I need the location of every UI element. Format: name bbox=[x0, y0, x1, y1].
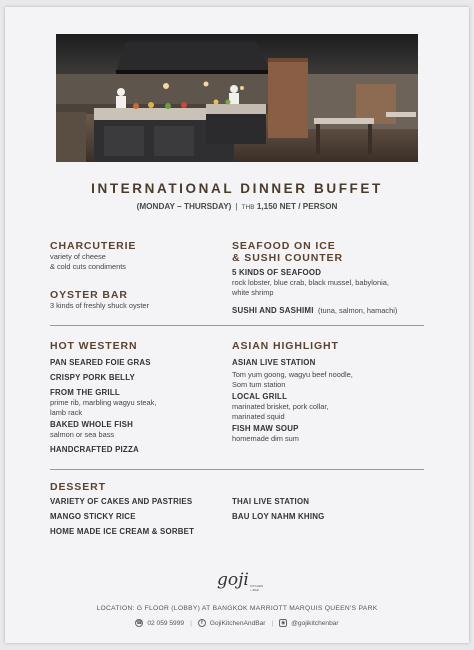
menu-item: THAI LIVE STATION bbox=[232, 497, 310, 506]
section-hot-western bbox=[50, 340, 230, 455]
menu-item: PAN SEARED FOIE GRAS bbox=[50, 358, 151, 367]
currency-label: THB bbox=[241, 204, 255, 211]
menu-item: MANGO STICKY RICE bbox=[50, 512, 136, 521]
location-text: LOCATION: G FLOOR (LOBBY) AT BANGKOK MARRIOTT MARQUIS QUEEN'S PARK bbox=[96, 605, 378, 612]
section-heading: SEAFOOD ON ICE bbox=[232, 240, 336, 252]
instagram-icon: ◉ bbox=[281, 620, 286, 626]
item-description: & cold cuts condiments bbox=[50, 261, 126, 271]
svg-text:KITCHEN: KITCHEN bbox=[250, 584, 263, 588]
menu-page bbox=[5, 7, 469, 643]
section-oyster-bar bbox=[50, 289, 230, 311]
item-description: white shrimp bbox=[232, 287, 274, 297]
facebook-icon: f bbox=[198, 619, 206, 627]
svg-text:+ BAR: + BAR bbox=[250, 588, 259, 592]
price-label: 1,150 NET / PERSON bbox=[256, 202, 338, 211]
menu-item: HOME MADE ICE CREAM & SORBET bbox=[50, 527, 195, 536]
menu-item: BAKED WHOLE FISH bbox=[50, 420, 133, 430]
page-title: INTERNATIONAL DINNER BUFFET bbox=[91, 181, 383, 196]
menu-item: HANDCRAFTED PIZZA bbox=[50, 444, 139, 454]
item-description: Tom yum goong, wagyu beef noodle, bbox=[232, 370, 353, 379]
divider: | bbox=[271, 619, 274, 627]
instagram-handle: @gojikitchenbar bbox=[291, 619, 339, 627]
item-description: 3 kinds of freshly shuck oyster bbox=[50, 301, 149, 310]
item-description: salmon or sea bass bbox=[50, 430, 115, 440]
phone-icon: ☎ bbox=[136, 620, 143, 626]
contact-row bbox=[5, 619, 469, 627]
section-dessert bbox=[50, 481, 230, 537]
menu-item: FISH MAW SOUP bbox=[232, 424, 299, 434]
svg-text:goji: goji bbox=[217, 570, 249, 590]
goji-logo bbox=[213, 565, 263, 595]
item-description: marinated squid bbox=[232, 411, 285, 421]
section-heading: & SUSHI COUNTER bbox=[232, 252, 343, 264]
section-heading: CHARCUTERIE bbox=[50, 240, 137, 252]
divider: | bbox=[235, 202, 238, 211]
section-dessert-right bbox=[232, 497, 432, 522]
menu-item: LOCAL GRILL bbox=[232, 392, 288, 402]
restaurant-photo bbox=[56, 34, 418, 162]
item-description: homemade dim sum bbox=[232, 434, 299, 444]
menu-item: ASIAN LIVE STATION bbox=[232, 358, 316, 367]
item-description: (tuna, salmon, hamachi) bbox=[318, 306, 398, 316]
section-heading: DESSERT bbox=[50, 481, 106, 493]
section-charcuterie bbox=[50, 240, 230, 271]
menu-item: VARIETY OF CAKES AND PASTRIES bbox=[50, 497, 193, 506]
facebook-handle: GojiKitchenAndBar bbox=[209, 619, 266, 627]
item-description: lamb rack bbox=[50, 407, 83, 417]
divider: | bbox=[190, 619, 192, 627]
item-description: variety of cheese bbox=[50, 252, 106, 261]
menu-item-row bbox=[232, 300, 432, 318]
section-seafood bbox=[232, 240, 432, 318]
item-description: rock lobster, blue crab, black mussel, babylonia, bbox=[232, 278, 389, 287]
menu-item: BAU LOY NAHM KHING bbox=[232, 512, 325, 521]
price-line bbox=[5, 202, 469, 211]
section-asian-highlight bbox=[232, 340, 432, 444]
item-description: prime rib, marbling wagyu steak, bbox=[50, 398, 157, 407]
phone-number: 02 059 5999 bbox=[147, 619, 185, 627]
days-label: (MONDAY – THURSDAY) bbox=[136, 202, 232, 211]
section-heading: OYSTER BAR bbox=[50, 289, 128, 301]
section-heading: HOT WESTERN bbox=[50, 340, 138, 352]
item-description: marinated brisket, pork collar, bbox=[232, 402, 329, 412]
menu-item: CRISPY PORK BELLY bbox=[50, 373, 135, 382]
section-heading: ASIAN HIGHLIGHT bbox=[232, 340, 339, 352]
item-description: Som tum station bbox=[232, 379, 286, 389]
divider-line bbox=[50, 469, 424, 470]
menu-item: FROM THE GRILL bbox=[50, 388, 120, 397]
divider-line bbox=[50, 325, 424, 326]
menu-item: 5 KINDS OF SEAFOOD bbox=[232, 268, 322, 277]
menu-item: SUSHI AND SASHIMI bbox=[232, 306, 314, 316]
